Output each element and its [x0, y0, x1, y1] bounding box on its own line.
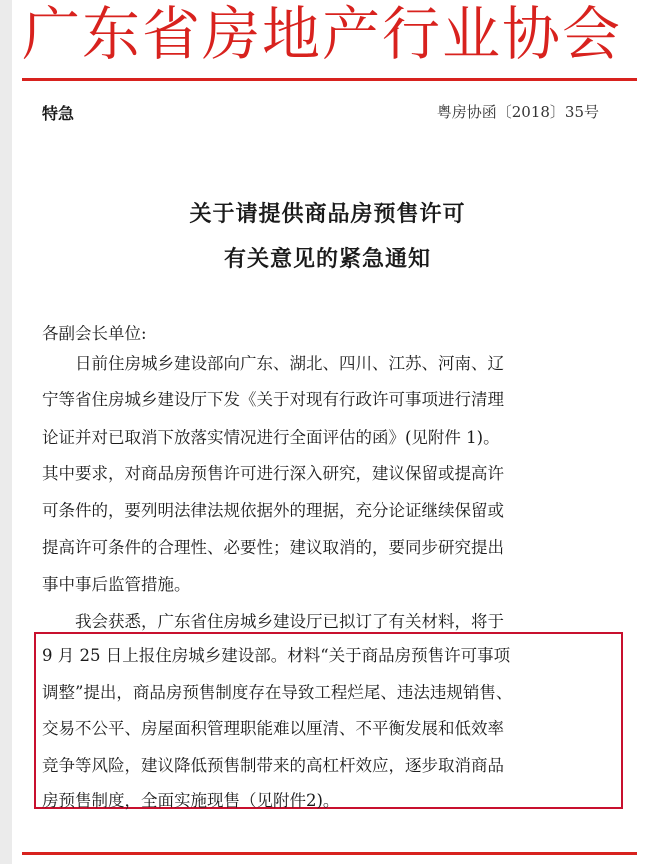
- body-line: 提高许可条件的合理性、必要性；建议取消的，要同步研究提出: [42, 538, 504, 557]
- body-line: 事中事后监管措施。: [42, 575, 191, 594]
- body-line: 可条件的，要列明法律法规依据外的理据，充分论证继续保留或: [42, 501, 504, 520]
- body-line: 我会获悉，广东省住房城乡建设厅已拟订了有关材料，将于: [42, 612, 504, 631]
- salutation: 各副会长单位:: [42, 324, 147, 343]
- body-line: 其中要求，对商品房预售许可进行深入研究，建议保留或提高许: [42, 464, 504, 483]
- letterhead-org-name: 广东省房地产行业协会: [22, 0, 623, 68]
- document-title-line-2: 有关意见的紧急通知: [223, 246, 431, 272]
- body-line: 宁等省住房城乡建设厅下发《关于对现有行政许可事项进行清理: [42, 390, 504, 409]
- document-number: 粤房协函〔2018〕35号: [436, 103, 599, 121]
- body-line-highlighted: 交易不公平、房屋面积管理职能难以厘清、不平衡发展和低效率: [42, 719, 504, 738]
- page-edge-strip: [0, 0, 12, 864]
- body-line-highlighted: 调整”提出，商品房预售制度存在导致工程烂尾、违法违规销售、: [42, 683, 513, 702]
- body-line: 日前住房城乡建设部向广东、湖北、四川、江苏、河南、辽: [42, 354, 504, 373]
- letterhead-red-rule: [22, 78, 637, 81]
- document-title-line-1: 关于请提供商品房预售许可: [189, 201, 466, 227]
- body-line-highlighted: 房预售制度，全面实施现售（见附件2)。: [42, 791, 340, 810]
- body-line-highlighted: 竞争等风险，建议降低预售制带来的高杠杆效应，逐步取消商品: [42, 756, 504, 775]
- body-line: 论证并对已取消下放落实情况进行全面评估的函》(见附件 1)。: [42, 428, 500, 447]
- body-line-highlighted: 9 月 25 日上报住房城乡建设部。材料“关于商品房预售许可事项: [42, 646, 511, 665]
- urgency-label: 特急: [42, 104, 75, 123]
- footer-red-rule: [22, 852, 637, 855]
